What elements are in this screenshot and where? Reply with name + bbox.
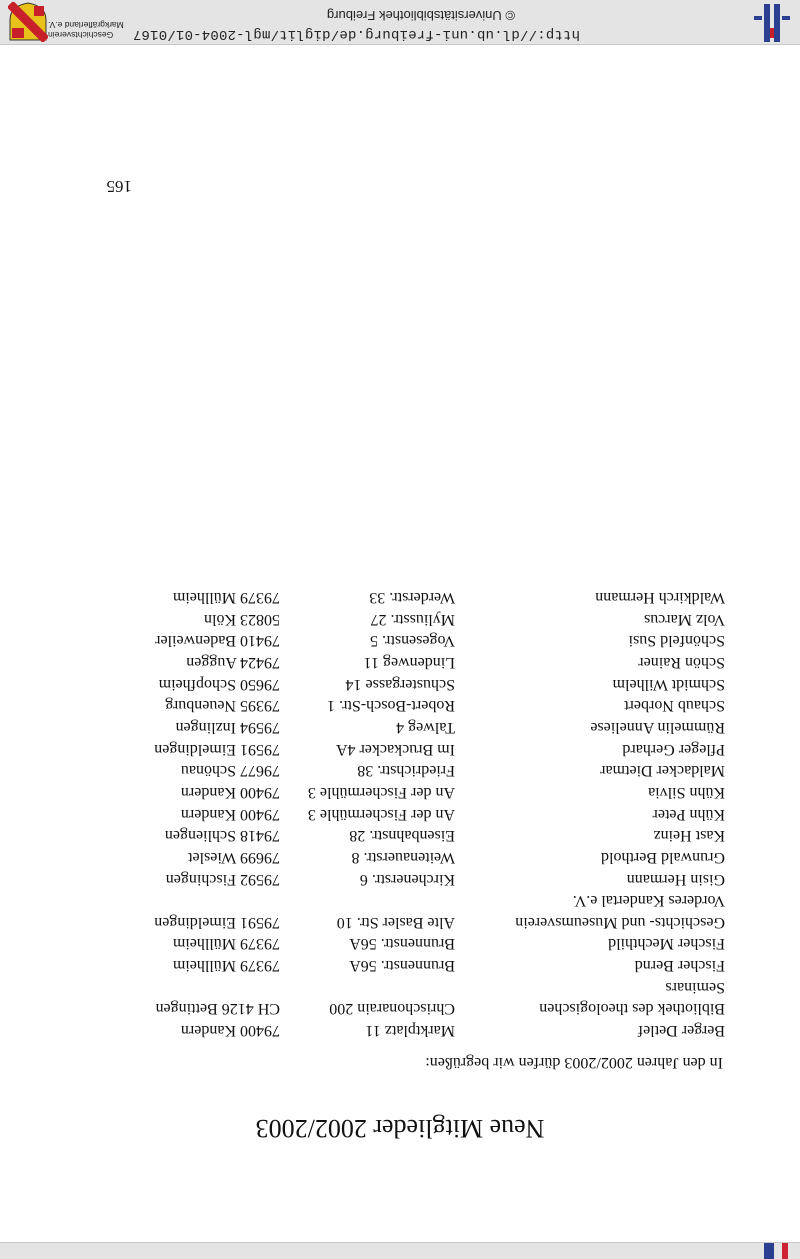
permalink-url[interactable]: http://dl.ub.uni-freiburg.de/diglit/mgl-2004-01/0167 bbox=[132, 26, 580, 42]
member-row bbox=[85, 866, 725, 888]
member-name: Pfleger Gerhard bbox=[622, 740, 725, 758]
member-street: Talweg 4 bbox=[396, 719, 455, 737]
member-street: Eisenbahnstr. 28 bbox=[349, 827, 455, 845]
member-street: Lindenweg 11 bbox=[363, 654, 455, 672]
member-street: Schustergasse 14 bbox=[345, 675, 455, 693]
member-city: 79677 Schönau bbox=[180, 762, 280, 780]
member-street: Kirchenerstr. 6 bbox=[359, 870, 455, 888]
ub-logo-accent-icon bbox=[782, 1243, 788, 1259]
member-city: 79400 Kandern bbox=[180, 1022, 280, 1039]
member-name: Kast Heinz bbox=[653, 827, 725, 845]
member-name: Berger Detlef bbox=[637, 1022, 725, 1039]
member-street: Marktplatz 11 bbox=[365, 1022, 455, 1039]
member-city: 79379 Müllheim bbox=[172, 589, 280, 607]
member-name: Bibliothek des theologischen bbox=[539, 1000, 725, 1018]
page-title: Neue Mitglieder 2002/2003 bbox=[255, 1114, 545, 1143]
member-city: 79591 Eimeldingen bbox=[154, 740, 280, 758]
member-name: Fischer Mechthild bbox=[608, 935, 725, 953]
organization-name-line2: Markgräflerland e.V. bbox=[48, 20, 124, 30]
member-name: Geschichts- und Museumsverein bbox=[515, 913, 725, 931]
member-city: 50823 Köln bbox=[204, 610, 280, 628]
member-city: 79379 Müllheim bbox=[172, 957, 280, 975]
page-number: 165 bbox=[106, 177, 132, 196]
member-city: 79591 Eimeldingen bbox=[154, 913, 280, 931]
member-name: Rümmelin Anneliese bbox=[590, 719, 725, 737]
member-row bbox=[85, 823, 725, 845]
member-city: 79424 Auggen bbox=[186, 654, 280, 672]
member-street: Alte Basler Str. 10 bbox=[336, 913, 455, 931]
copyright-text: © Universitätsbibliothek Freiburg bbox=[326, 8, 515, 23]
member-row bbox=[85, 801, 725, 823]
member-street: Im Bruckacker 4A bbox=[335, 740, 455, 758]
member-street: An der Fischermühle 3 bbox=[307, 783, 455, 801]
member-street: Chrischonarain 200 bbox=[329, 1000, 455, 1018]
member-row bbox=[85, 888, 725, 910]
member-street: Werderstr. 33 bbox=[369, 589, 455, 607]
university-library-logo-icon bbox=[750, 4, 794, 42]
member-name: Schön Rainer bbox=[638, 654, 725, 672]
member-city: 79410 Badenweiler bbox=[155, 632, 280, 650]
member-city: 79395 Neuenburg bbox=[165, 697, 280, 715]
member-row bbox=[85, 628, 725, 650]
organization-name-line1: Geschichtsverein bbox=[48, 30, 114, 40]
member-row bbox=[85, 1017, 725, 1039]
member-city: 79592 Fischingen bbox=[165, 870, 280, 888]
member-city: 79400 Kandern bbox=[180, 783, 280, 801]
member-row bbox=[85, 758, 725, 780]
member-name: Seminars bbox=[665, 978, 725, 996]
coat-of-arms-icon bbox=[8, 2, 48, 42]
member-row bbox=[85, 693, 725, 715]
member-row bbox=[85, 649, 725, 671]
member-name: Volz Marcus bbox=[643, 610, 725, 628]
member-name: Gisin Hermann bbox=[626, 870, 725, 888]
member-name: Schmidt Wilhelm bbox=[612, 675, 725, 693]
member-city: 79379 Müllheim bbox=[172, 935, 280, 953]
member-name: Vorderes Kandertal e.V. bbox=[572, 892, 725, 910]
member-row bbox=[85, 606, 725, 628]
member-street: Brunnenstr. 56A bbox=[349, 957, 455, 975]
member-row bbox=[85, 952, 725, 974]
member-row bbox=[85, 844, 725, 866]
intro-text: In den Jahren 2002/2003 dürfen wir begrüßen: bbox=[425, 1054, 723, 1071]
member-city: 79650 Schopfheim bbox=[158, 675, 280, 693]
ub-logo-icon bbox=[764, 1243, 774, 1259]
member-row bbox=[85, 585, 725, 607]
member-row bbox=[85, 909, 725, 931]
footer-strip-top bbox=[0, 1242, 800, 1259]
organization-name bbox=[48, 20, 152, 40]
member-row bbox=[85, 714, 725, 736]
member-row bbox=[85, 671, 725, 693]
member-name: Fischer Bernd bbox=[634, 957, 725, 975]
member-name: Schaub Norbert bbox=[624, 697, 725, 715]
member-street: Myliusstr. 27 bbox=[370, 610, 455, 628]
member-row bbox=[85, 736, 725, 758]
member-city: 79400 Kandern bbox=[180, 805, 280, 823]
member-name: Kühn Silvia bbox=[648, 783, 725, 801]
member-street: An der Fischermühle 3 bbox=[307, 805, 455, 823]
member-name: Kühn Peter bbox=[652, 805, 725, 823]
member-name: Waldkirch Hermann bbox=[595, 589, 725, 607]
member-street: Vogesenstr. 5 bbox=[369, 632, 455, 650]
member-row bbox=[85, 931, 725, 953]
member-name: Grunwald Berthold bbox=[601, 848, 725, 866]
member-street: Weitenauerstr. 8 bbox=[351, 848, 455, 866]
member-city: CH 4126 Bettingen bbox=[155, 1000, 280, 1018]
member-row bbox=[85, 996, 725, 1018]
member-name: Schönfeld Susi bbox=[628, 632, 725, 650]
member-row bbox=[85, 974, 725, 996]
member-city: 79418 Schliengen bbox=[164, 827, 280, 845]
member-row bbox=[85, 779, 725, 801]
member-list bbox=[85, 585, 725, 1039]
member-street: Friedrichstr. 38 bbox=[357, 762, 455, 780]
member-street: Brunnenstr. 56A bbox=[349, 935, 455, 953]
member-city: 79594 Inzlingen bbox=[175, 719, 280, 737]
member-street: Robert-Bosch-Str. 1 bbox=[327, 697, 455, 715]
member-city: 79699 Wieslet bbox=[188, 848, 280, 866]
member-name: Maldacker Dietmar bbox=[600, 762, 725, 780]
